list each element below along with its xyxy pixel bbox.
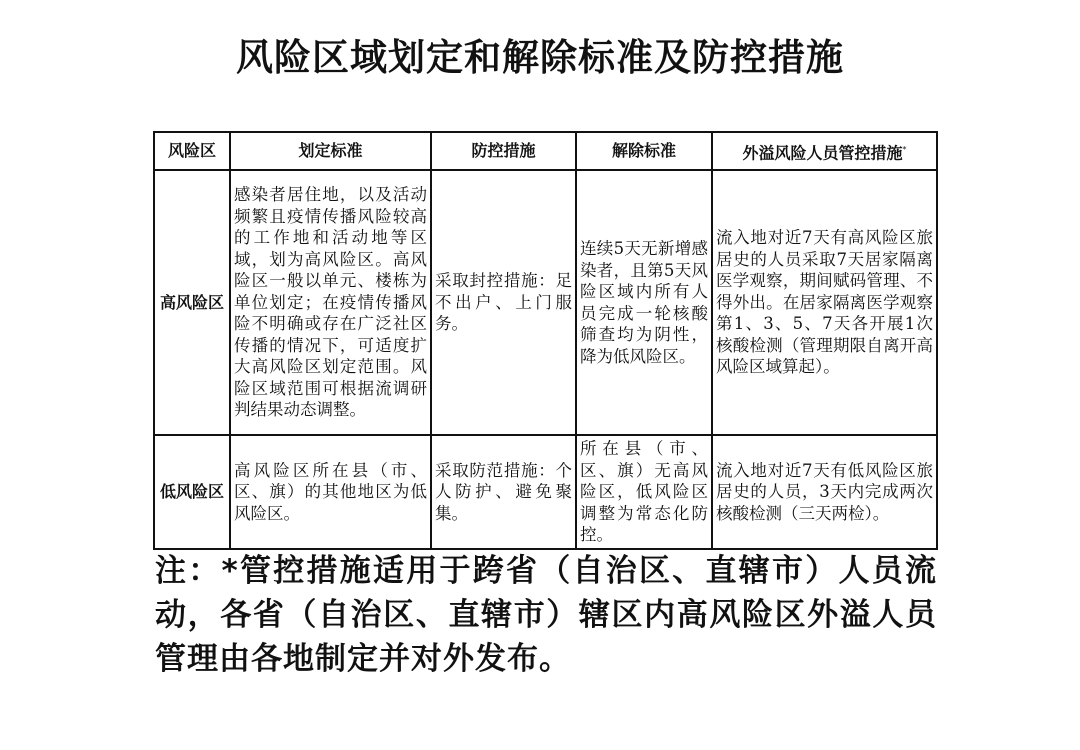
cell-release: 连续5天无新增感染者，且第5天风险区域内所有人员完成一轮核酸筛查均为阴性，降为低风险区。 [576,170,712,435]
header-measures: 防控措施 [431,132,576,170]
cell-spillover: 流入地对近7天有低风险区旅居史的人员，3天内完成两次核酸检测（三天两检）。 [712,435,937,549]
table-header-row [154,132,937,170]
header-risk-area: 风险区 [154,132,230,170]
footnote-mark: * [902,144,907,154]
cell-criteria: 感染者居住地，以及活动频繁且疫情传播风险较高的工作地和活动地等区域，划为高风险区。高风险区一般以单元、楼栋为单位划定；在疫情传播风险不明确或存在广泛社区传播的情况下，可适度扩大高风险区划定范围。风险区域范围可根据流调研判结果动态调整。 [230,170,431,435]
cell-criteria: 高风险区所在县（市、区、旗）的其他地区为低风险区。 [230,435,431,549]
cell-measures: 采取封控措施：足不出户、上门服务。 [431,170,576,435]
header-criteria: 划定标准 [230,132,431,170]
header-release: 解除标准 [576,132,712,170]
row-area-high: 高风险区 [154,170,230,435]
risk-area-table [153,131,938,550]
row-area-low: 低风险区 [154,435,230,549]
table-row [154,170,937,435]
document-title: 风险区域划定和解除标准及防控措施 [236,36,844,79]
cell-spillover: 流入地对近7天有高风险区旅居史的人员采取7天居家隔离医学观察，期间赋码管理、不得外出。在居家隔离医学观察第1、3、5、7天各开展1次核酸检测（管理期限自离开高风险区域算起）。 [712,170,937,435]
cell-release: 所在县（市、区、旗）无高风险区，低风险区调整为常态化防控。 [576,435,712,549]
header-spillover [712,132,937,170]
cell-measures: 采取防范措施：个人防护、避免聚集。 [431,435,576,549]
header-spillover-label: 外溢风险人员管控措施 [742,142,903,162]
table-row [154,435,937,549]
footnote: 注：*管控措施适用于跨省（自治区、直辖市）人员流动，各省（自治区、直辖市）辖区内高风险区外溢人员管理由各地制定并对外发布。 [155,553,937,677]
